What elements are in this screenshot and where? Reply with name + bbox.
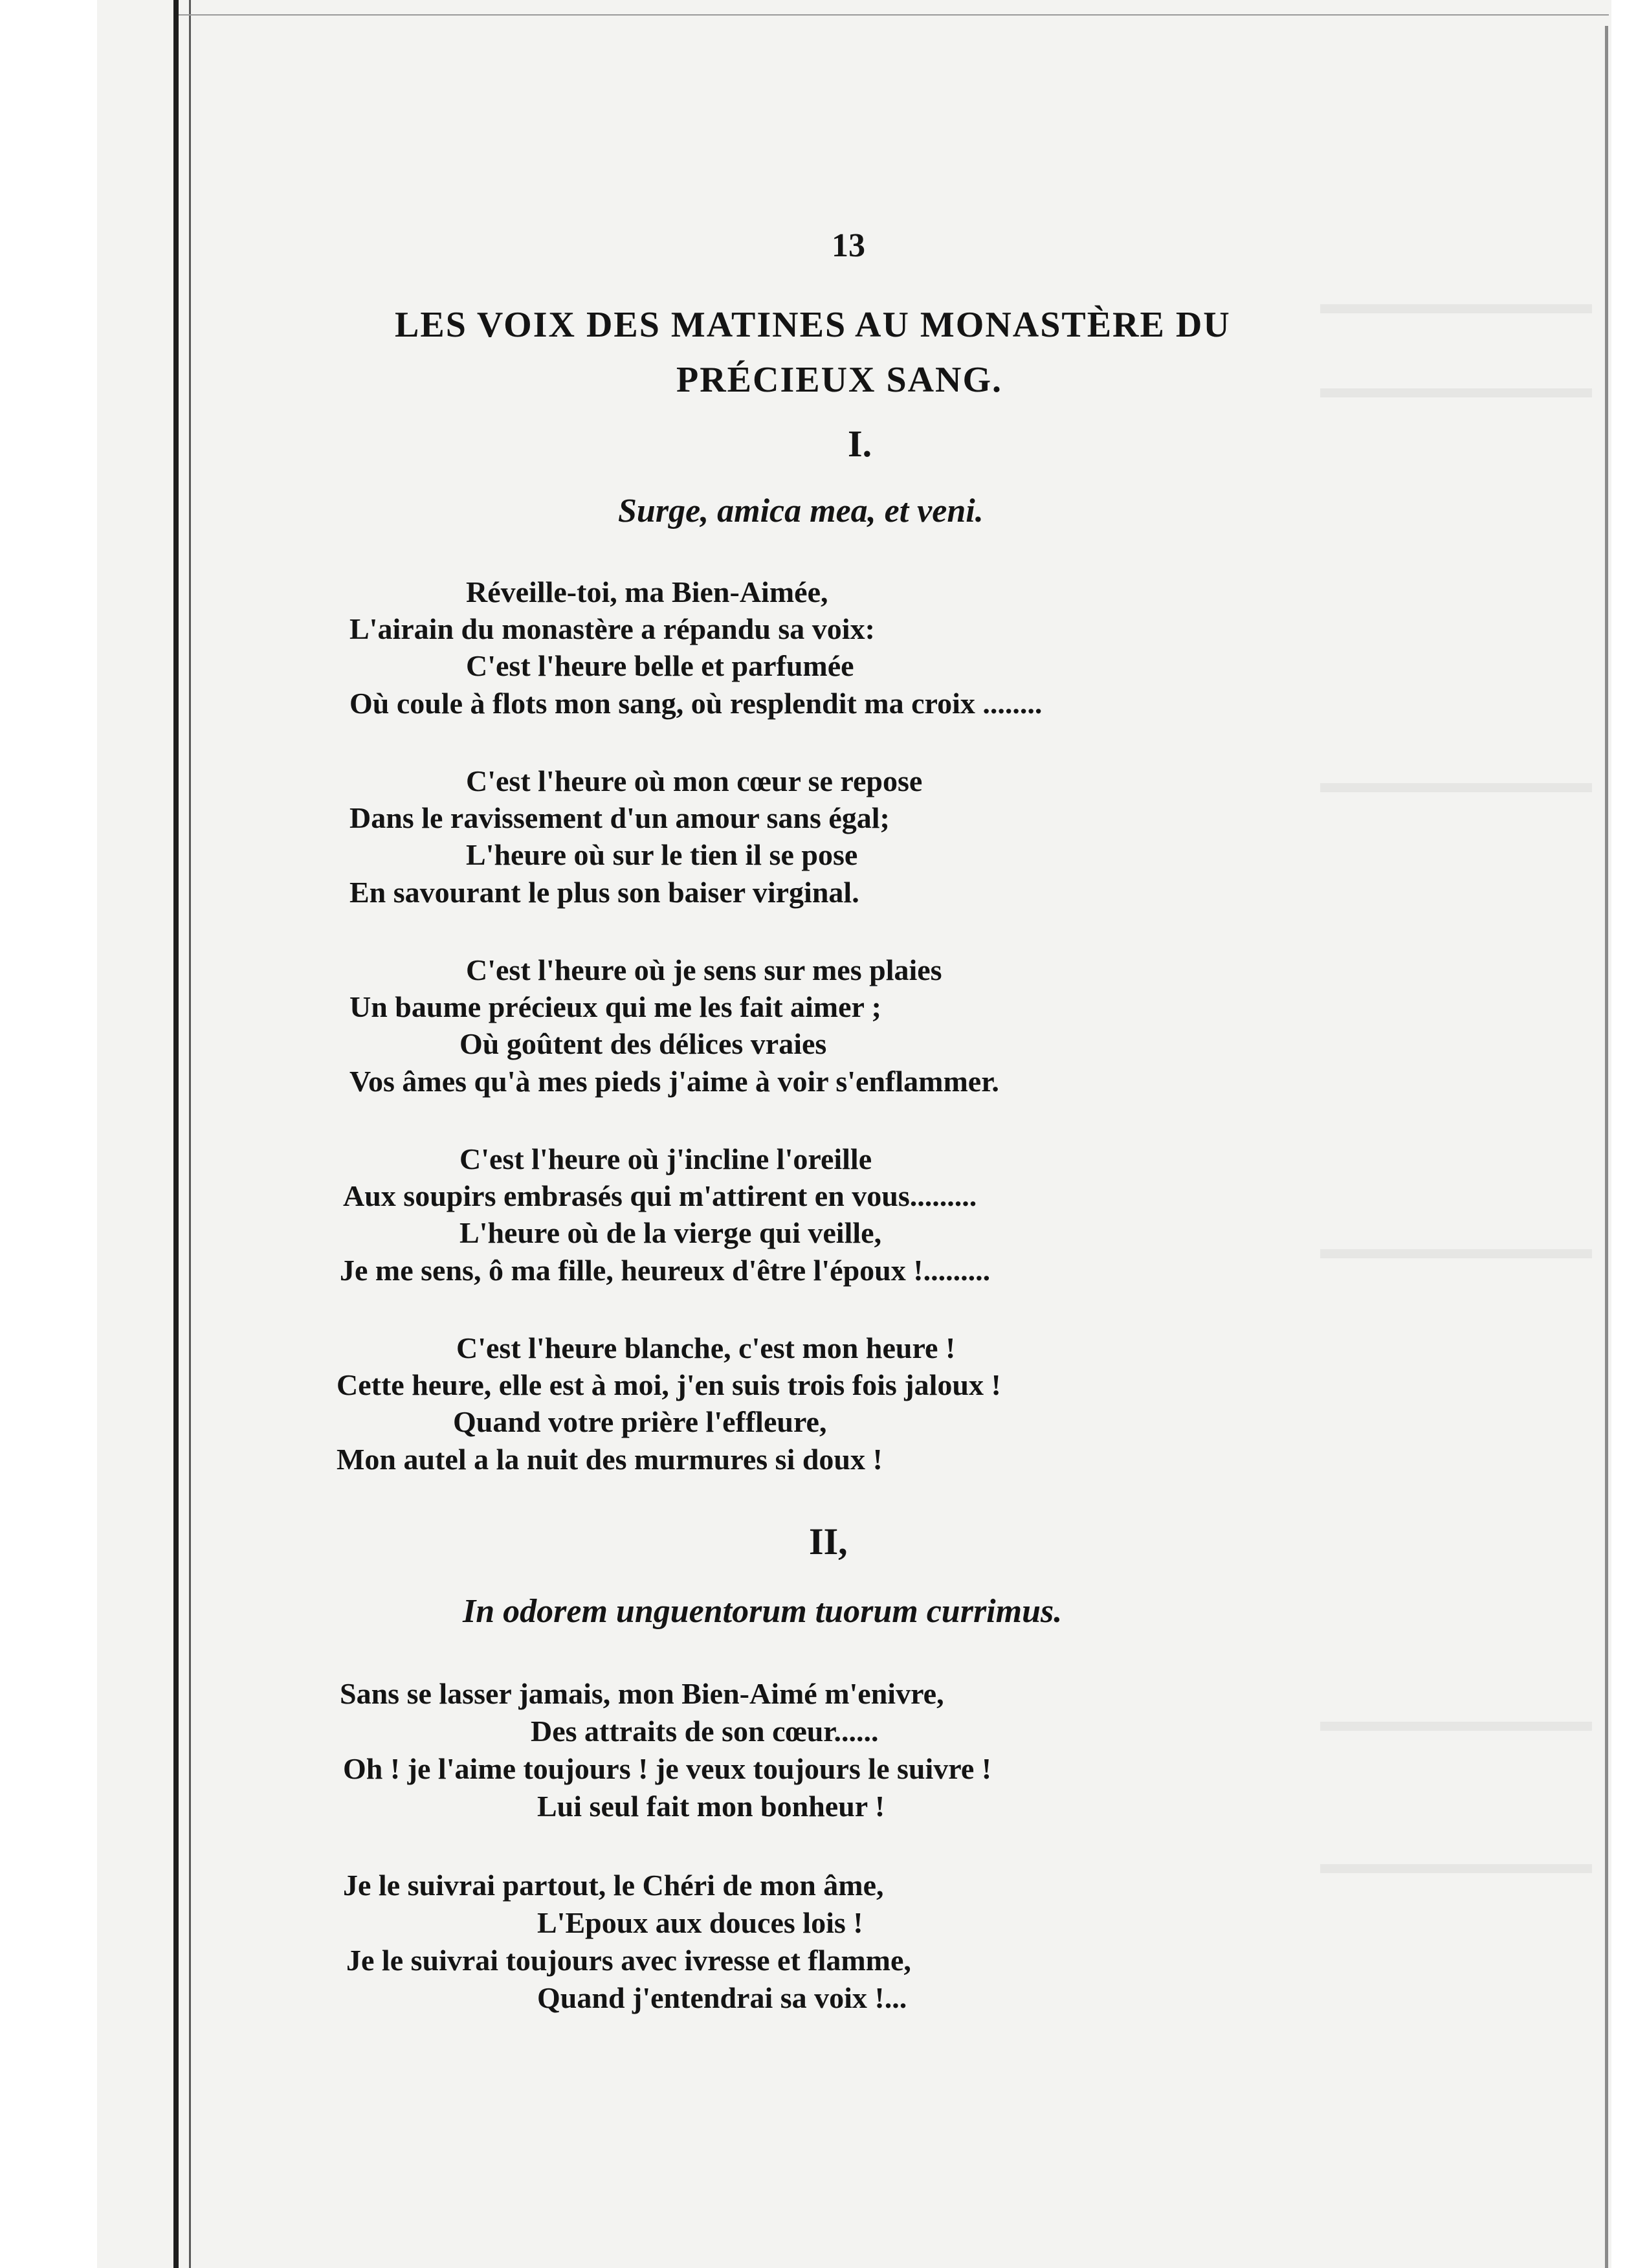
page-number: 13 [832, 227, 865, 264]
verse-line: Dans le ravissement d'un amour sans égal; [349, 801, 890, 834]
verse-line: L'Epoux aux douces lois ! [537, 1906, 863, 1939]
verse-line: Je le suivrai toujours avec ivresse et flamme, [346, 1944, 911, 1977]
verse-line: Oh ! je l'aime toujours ! je veux toujours le suivre ! [343, 1752, 992, 1785]
verse-line: Réveille-toi, ma Bien-Aimée, [466, 575, 828, 608]
bleed-through-mark [1320, 783, 1592, 792]
verse-line: Je le suivrai partout, le Chéri de mon âme, [343, 1869, 884, 1902]
verse-line: En savourant le plus son baiser virginal. [349, 876, 859, 909]
verse-line: Sans se lasser jamais, mon Bien-Aimé m'enivre, [340, 1677, 944, 1710]
verse-line: C'est l'heure où j'incline l'oreille [459, 1142, 872, 1175]
verse-line: C'est l'heure où mon cœur se repose [466, 764, 923, 797]
verse-line: C'est l'heure belle et parfumée [466, 649, 854, 682]
bleed-through-mark [1320, 388, 1592, 397]
verse-line: Un baume précieux qui me les fait aimer ; [349, 990, 881, 1023]
verse-line: Où goûtent des délices vraies [459, 1027, 827, 1060]
verse-line: Où coule à flots mon sang, où resplendit ma croix ........ [349, 687, 1043, 720]
epigraph-2: In odorem unguentorum tuorum currimus. [463, 1593, 1063, 1630]
title-line-1: LES VOIX DES MATINES AU MONASTÈRE DU [395, 305, 1231, 345]
verse-line: Des attraits de son cœur...... [531, 1715, 879, 1748]
bleed-through-mark [1320, 304, 1592, 313]
verse-line: L'heure où de la vierge qui veille, [459, 1216, 882, 1249]
verse-line: L'heure où sur le tien il se pose [466, 838, 858, 871]
verse-line: Vos âmes qu'à mes pieds j'aime à voir s'enflammer. [349, 1065, 999, 1098]
title-line-2: PRÉCIEUX SANG. [676, 360, 1003, 400]
bleed-through-mark [1320, 1249, 1592, 1258]
page-right-edge [1605, 26, 1608, 2268]
verse-line: Cette heure, elle est à moi, j'en suis trois fois jaloux ! [337, 1368, 1001, 1401]
verse-line: Je me sens, ô ma fille, heureux d'être l'époux !......... [340, 1254, 991, 1287]
scan-left-margin [0, 0, 97, 2268]
verse-line: C'est l'heure où je sens sur mes plaies [466, 953, 942, 986]
section-numeral-1: I. [848, 423, 872, 465]
bleed-through-mark [1320, 1722, 1592, 1731]
verse-line: Quand votre prière l'effleure, [453, 1405, 827, 1438]
bleed-through-mark [1320, 1864, 1592, 1873]
binding-edge-line-inner [189, 0, 191, 2268]
section-numeral-2: II, [809, 1520, 848, 1562]
verse-line: Lui seul fait mon bonheur ! [537, 1790, 885, 1823]
scan-right-margin [1611, 0, 1636, 2268]
verse-line: C'est l'heure blanche, c'est mon heure ! [456, 1331, 956, 1364]
verse-line: L'airain du monastère a répandu sa voix: [349, 612, 875, 645]
page-top-edge [179, 14, 1609, 16]
verse-line: Quand j'entendrai sa voix !... [537, 1981, 907, 2014]
binding-edge-line [173, 0, 179, 2268]
verse-line: Aux soupirs embrasés qui m'attirent en vous......... [343, 1179, 977, 1212]
epigraph-1: Surge, amica mea, et veni. [618, 493, 984, 529]
verse-line: Mon autel a la nuit des murmures si doux ! [337, 1443, 883, 1476]
